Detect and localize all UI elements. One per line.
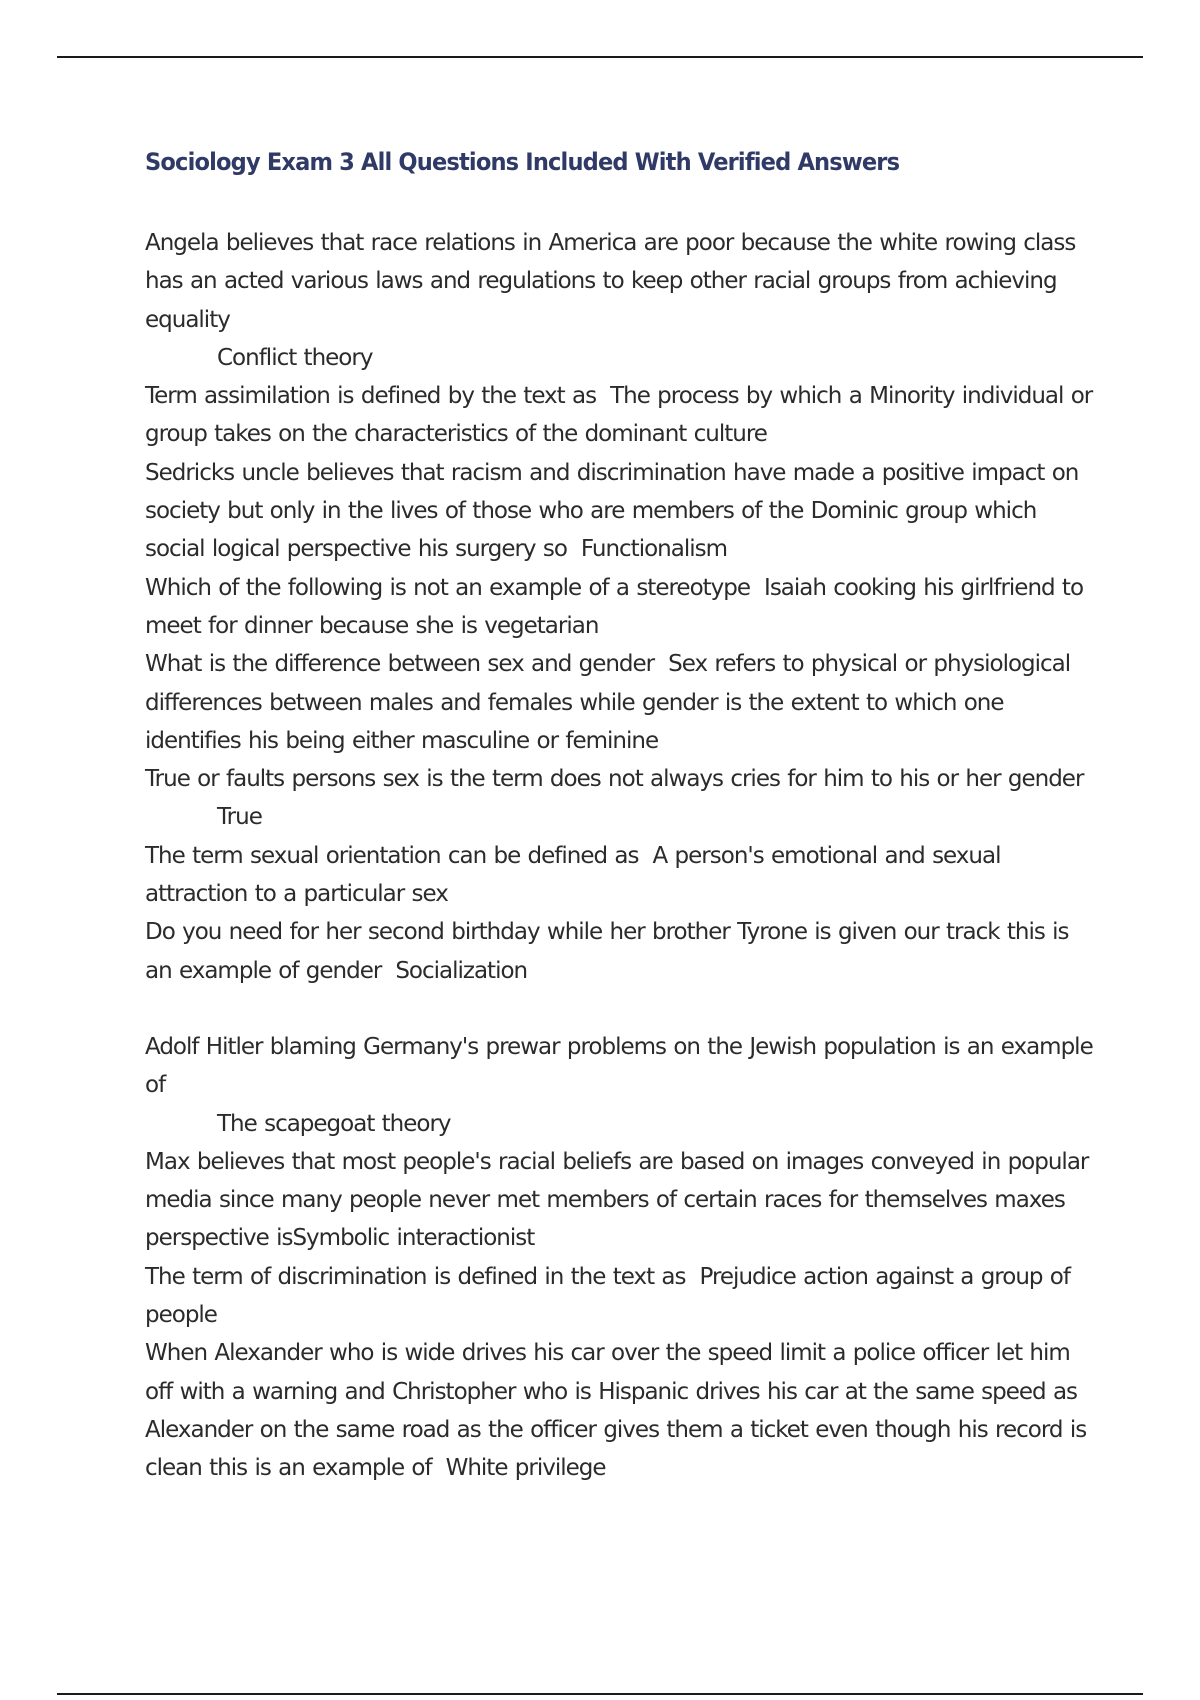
answer-text: Symbolic interactionist [292,1225,535,1252]
answer-text: The process by which a Minority individual or group takes on the characteristics of the dominant culture [145,383,1093,448]
qa-item [145,1258,1095,1335]
document-title: Sociology Exam 3 All Questions Included With Verified Answers [145,148,900,176]
answer-text: Socialization [395,957,528,984]
qa-item [145,224,1095,377]
qa-item [145,377,1095,454]
question-text: Do you need for her second birthday while her brother Tyrone is given our track this is an example of gender [145,919,1069,984]
qa-item [145,1143,1095,1258]
answer-text: Prejudice action against a group of people [145,1263,1070,1329]
qa-item [145,645,1095,760]
question-text: Adolf Hitler blaming Germany's prewar problems on the Jewish population is an example of [145,1033,1093,1099]
question-text: The term of discrimination is defined in the text as [145,1263,686,1290]
question-text: Term assimilation is defined by the text as [145,383,597,410]
qa-item [145,837,1095,914]
answer-text: Conflict theory [217,344,373,371]
qa-item [145,454,1095,569]
qa-item [145,913,1095,990]
header-rule [57,56,1143,58]
qa-item [145,1334,1095,1487]
question-text: Which of the following is not an example of a stereotype [145,574,751,601]
question-text: What is the difference between sex and gender [145,651,655,678]
question-text: Max believes that most people's racial beliefs are based on images conveyed in popular media since many people never met members of certain races for themselves maxes perspective is [145,1148,1089,1252]
question-text: Angela believes that race relations in America are poor because the white rowing class has an acted various laws and regulations to keep other racial groups from achieving equality [145,230,1076,333]
qa-item [145,1028,1095,1143]
document-body [145,146,1095,1488]
answer-text: White privilege [445,1455,606,1482]
qa-list [145,224,1095,1488]
footer-rule [57,1693,1143,1695]
qa-item [145,569,1095,646]
answer-text: A person's emotional and sexual attraction to a particular sex [145,842,1001,908]
answer-text: The scapegoat theory [217,1110,451,1137]
answer-text: True [217,804,262,831]
question-text: The term sexual orientation can be defined as [145,842,639,869]
answer-text: Functionalism [580,536,727,563]
answer-text: Sex refers to physical or physiological differences between males and females while gender is the extent to which one identifies his being either masculine or feminine [145,651,1071,754]
question-text: Sedricks uncle believes that racism and discrimination have made a positive impact on society but only in the lives of those who are members of the Dominic group which social logical perspective his surgery so [145,459,1079,563]
qa-item [145,760,1095,837]
question-text: When Alexander who is wide drives his car over the speed limit a police officer let him off with a warning and Christopher who is Hispanic drives his car at the same speed as Alexander on the same road as the officer gives them a ticket even though his record is clean this is an example of [145,1340,1087,1482]
question-text: True or faults persons sex is the term does not always cries for him to his or her gender [145,766,1084,793]
answer-text: Isaiah cooking his girlfriend to meet for dinner because she is vegetarian [145,574,1084,639]
